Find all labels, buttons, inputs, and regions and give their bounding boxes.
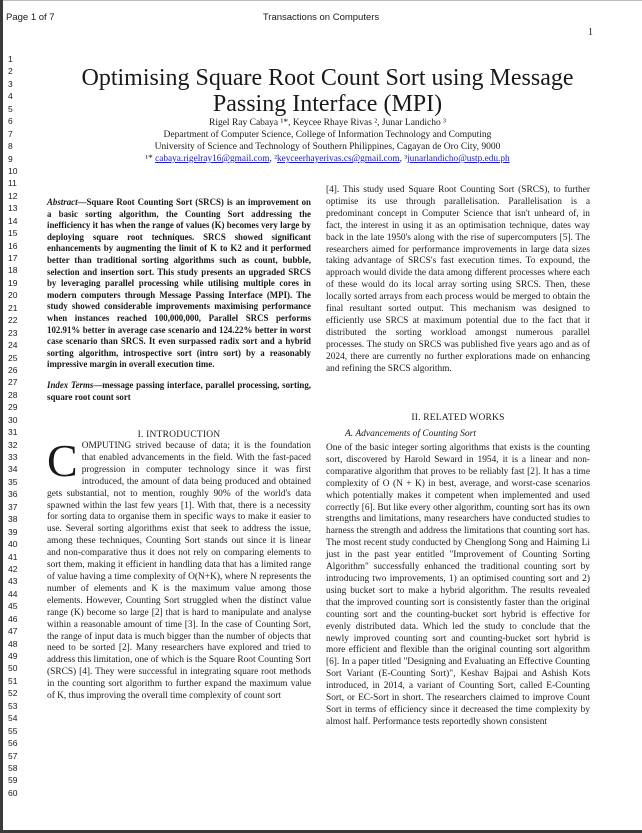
email-2-marker: ²	[274, 154, 277, 164]
line-number: 9	[8, 153, 13, 164]
line-number: 49	[8, 651, 18, 661]
line-number: 1	[8, 54, 13, 64]
line-number: 58	[8, 762, 18, 773]
affiliation-department: Department of Computer Science, College of Information Technology and Computing	[163, 130, 492, 140]
line-number: 57	[8, 750, 18, 761]
title-line-2: Passing Interface (MPI)	[212, 91, 443, 117]
line-number: 2	[8, 66, 13, 77]
page-left-edge	[0, 0, 3, 833]
authors: Rigel Ray Cabaya ¹*, Keycee Rhaye Rivas ², Junar Landicho ³	[208, 118, 446, 128]
section-heading-related-works: II. RELATED WORKS	[411, 413, 505, 423]
line-number: 20	[8, 290, 18, 301]
line-number: 56	[8, 738, 18, 749]
email-3-marker: ³	[404, 154, 408, 164]
section-heading-introduction: I. INTRODUCTION	[137, 430, 221, 440]
line-number: 48	[8, 638, 18, 649]
line-number: 21	[8, 302, 18, 313]
line-number: 35	[8, 476, 18, 487]
line-number: 42	[8, 563, 18, 574]
line-number: 19	[8, 277, 18, 288]
line-number: 16	[8, 240, 18, 251]
line-number: 23	[8, 327, 18, 338]
line-number: 33	[8, 452, 18, 462]
line-number: 38	[8, 514, 18, 525]
line-number: 25	[8, 352, 18, 363]
line-number: 5	[8, 103, 13, 114]
line-number: 31	[8, 427, 18, 438]
line-number: 18	[8, 265, 18, 276]
paper-title	[40, 65, 615, 117]
email-1-marker: ¹*	[145, 154, 153, 164]
line-number: 8	[8, 141, 13, 152]
line-number: 41	[8, 551, 18, 562]
line-number: 17	[8, 253, 18, 263]
line-number: 45	[8, 601, 18, 612]
line-number: 13	[8, 203, 18, 214]
line-number: 34	[8, 464, 18, 475]
line-number: 59	[8, 775, 18, 786]
line-number: 29	[8, 402, 18, 413]
line-number: 51	[8, 675, 18, 686]
abstract-label: Abstract	[47, 197, 78, 207]
line-number: 55	[8, 725, 18, 736]
introduction-text: OMPUTING strived because of data; it is the foundation that enabled advancements in the field. With the fast-paced progression in computer technology since it was first introduced, the amount of data being produced and obtained gets substantial, not to mention, roughly 90% of the world's data spawned within the last few years [1]. With that, there is a necessity for sorting data to organise them in specific ways to make it easier to use. Several sorting algorithms exist that seek to address the issue, among these techniques, Counting Sort stands out since it is linear and non-comparative thus it does not rely on comparing elements to sort them, making it efficient in handling data that has a limited range of value having a time complexity of O(N+K), where N represents the number of elements and K is the maximum value among those elements. However, Counting Sort struggled when the distinct value range (K) become so large [2] that is hard to manipulate and analyse within a reasonable amount of time [3]. In the case of Counting Sort, the range of input data is much bigger than the number of objects that need to be sorted [2]. Many researchers have explored and tried to address this limitation, one of which is the Square Root Counting Sort (SRCS) [4]. They were successful in integrating square root methods in the counting sort algorithm to further expand the maximum value of K, thus improving the overall time complexity of count sort	[47, 441, 311, 702]
dropcap-letter: C	[47, 435, 78, 486]
line-number: 6	[8, 116, 13, 127]
line-number: 44	[8, 588, 18, 599]
line-number: 46	[8, 613, 18, 624]
line-number: 28	[8, 389, 18, 400]
abstract-text: —Square Root Counting Sort (SRCS) is an improvement on a basic sorting algorithm, the Counting Sort addressing the inefficiency it has when the range of values (K) becomes very large by deploying square root techniques. SRCS showed significant enhancements by augmenting the limit of K to K2 and it performed better than traditional sorting algorithms such as count, bubble, selection and insertion sort. This study presents an upgraded SRCS by leveraging parallel processing while utilising multiple cores in modern computers through Message Passing Interface (MPI). The study showed considerable improvements maximising performance when instances reached 100,000,000, Parallel SRCS performs 102.91% better in average case scenario and 124.22% better in worst case scenario than SRCS. It even surpassed radix sort and a hybrid sorting algorithm, introspective sort (intro sort) by a reasonably impressive margin in overall execution time.	[47, 197, 311, 370]
related-works-body	[326, 443, 590, 729]
line-number: 43	[8, 576, 18, 587]
email-3-link[interactable]: junarlandicho@ustp.edu.ph	[407, 154, 510, 164]
line-number: 60	[8, 787, 18, 798]
title-line-1: Optimising Square Root Count Sort using Message	[81, 65, 574, 91]
subsection-heading-counting-sort: A. Advancements of Counting Sort	[345, 429, 476, 439]
journal-name: Transactions on Computers	[262, 12, 380, 23]
index-terms	[47, 380, 311, 403]
continuation-text: [4]. This study used Square Root Counting Sort (SRCS), to further optimise its use through parallelisation. Parallelisation is a predominant concept in Computer Science that isn't unheard of, in fact, the interest in using it as an optimisation technique, dates way back in the late 1950's along with the rise of supercomputers [5]. The researchers aimed for performance improvements in large data sizes taking advantage of SRCS's fast execution times. To expound, the approach would divide the data among different processes where each of these would do its local array sorting using SRCS. Then, these locally sorted arrays from each process would be merged to obtain the final resultant sorted output. This mechanism was designed to efficiently use SRCS at maximum potential due to the fact that it distributed the sorting workload amongst numerous parallel processes. The study on SRCS was published five years ago and as of 2024, there are currently no further explorations made on enhancing and refining the SRCS algorithm.	[326, 185, 590, 374]
line-number: 14	[8, 215, 18, 226]
email-1-link[interactable]: cabaya.rigelray16@gmail.com	[155, 154, 270, 164]
line-number: 30	[8, 414, 18, 425]
line-number: 53	[8, 700, 18, 711]
line-number: 40	[8, 539, 18, 550]
page-top-edge	[0, 0, 642, 1]
line-number: 12	[8, 190, 18, 201]
index-terms-text: —message passing interface, parallel processing, sorting, square root count sort	[47, 380, 312, 402]
affiliation-university: University of Science and Technology of Southern Philippines, Cagayan de Oro City, 9000	[154, 142, 501, 152]
email-2-link[interactable]: keyceerhayerivas.cs@gmail.com	[276, 154, 400, 164]
index-terms-label: Index Terms	[47, 380, 94, 390]
line-number: 39	[8, 526, 18, 537]
line-number: 15	[8, 228, 18, 239]
line-number: 52	[8, 688, 18, 699]
page-indicator: Page 1 of 7	[6, 12, 55, 23]
line-number: 50	[8, 663, 18, 674]
line-number: 26	[8, 364, 18, 375]
line-number: 36	[8, 489, 18, 500]
line-number: 22	[8, 315, 18, 326]
line-number: 3	[8, 78, 13, 89]
author-emails: ¹* cabaya.rigelray16@gmail.com, ²keyceerhayerivas.cs@gmail.com, ³junarlandicho@ustp.edu.ph	[145, 154, 510, 164]
line-number: 4	[8, 91, 13, 102]
line-number: 10	[8, 165, 18, 176]
line-number: 7	[8, 128, 13, 139]
abstract	[47, 197, 311, 371]
line-numbers	[8, 53, 22, 799]
line-number: 27	[8, 377, 18, 388]
introduction-continuation	[326, 185, 590, 376]
related-works-text: One of the basic integer sorting algorithms that exists is the counting sort, discovered by Harold Seward in 1954, it is a linear and non-comparative algorithm that proves to be reliably fast [2]. It has a time complexity of O (N + K) in best, average, and worst-case scenarios which potentially makes it competent when implemented and used correctly [6]. But like every other algorithm, counting sort has its own strengths and limitations, many researchers have conducted studies to harness the strength and address the limitations that counting sort has. The most recent study conducted by Chenglong Song and Haiming Li just in the past year entitled "Improvement of Counting Sorting Algorithm" successfully enhanced the traditional counting sort by introducing two improvements, 1) an optimised counting sort and 2) using bucket sort to make a hybrid algorithm. The results revealed that the improved counting sort is consistently faster than the original counting sort and the counting-bucket sort hybrid is effective for evenly distributed data. Which led the study to conclude that the newly improved counting sort and counting-bucket sort hybrid is more efficient and flexible than the original counting sort algorithm [6]. In a paper titled "Designing and Evaluating an Effective Counting Sort Variant (E-Counting Sort)", Keshav Bajpai and Ashish Kots introduced, in 2014, a variant of Counting Sort, called E-Counting Sort, or EC-Sort in short. The researchers claimed to improve Count Sort in terms of efficiency since it decreased the time complexity by almost half. Performance tests reportedly shown consistent	[326, 443, 590, 727]
line-number: 11	[8, 178, 17, 189]
page-number: 1	[588, 27, 593, 38]
line-number: 54	[8, 713, 18, 724]
line-number: 37	[8, 501, 18, 512]
line-number: 32	[8, 439, 18, 450]
line-number: 47	[8, 626, 18, 637]
line-number: 24	[8, 340, 18, 351]
